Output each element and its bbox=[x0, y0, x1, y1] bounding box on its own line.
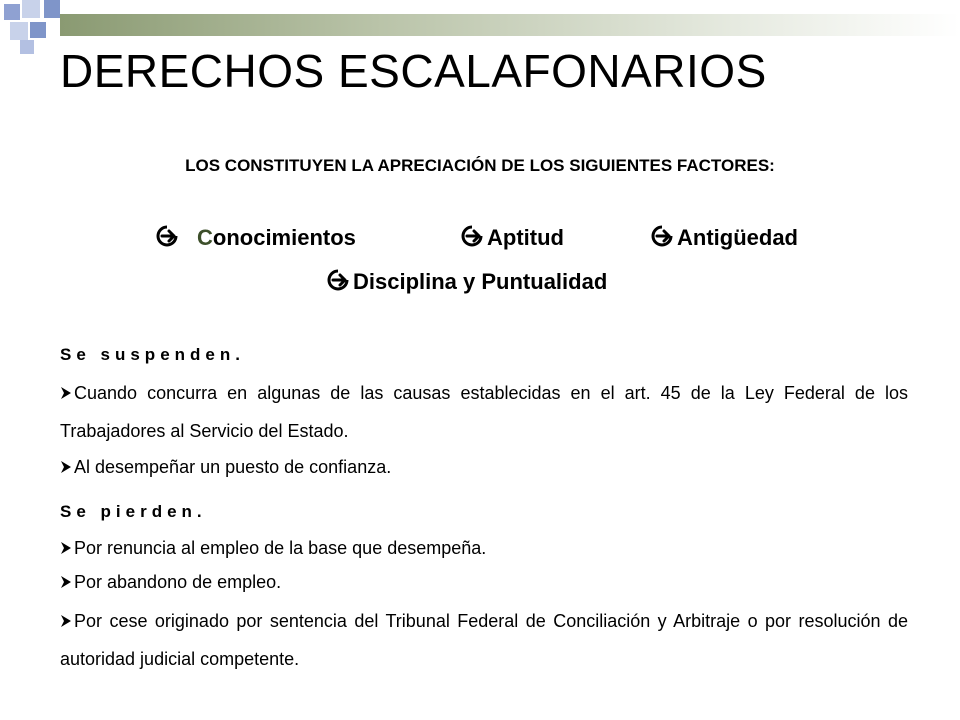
lose-item-text: Por renuncia al empleo de la base que desempeña. bbox=[74, 538, 487, 558]
arrowhead-icon bbox=[60, 460, 72, 474]
lose-item bbox=[60, 563, 908, 601]
factor-label: Aptitud bbox=[487, 225, 564, 250]
arrowhead-icon bbox=[60, 541, 72, 555]
arrowhead-icon bbox=[60, 575, 72, 589]
lose-item-text: Por abandono de empleo. bbox=[74, 572, 282, 592]
suspend-item bbox=[60, 448, 908, 486]
factor-label: Disciplina y Puntualidad bbox=[353, 269, 608, 294]
suspend-item-text: Al desempeñar un puesto de confianza. bbox=[74, 457, 392, 477]
factor-aptitud bbox=[460, 224, 564, 251]
suspend-item-text: Cuando concurra en algunas de las causas establecidas en el art. 45 de la Ley Federal de los Trabajadores al Servicio del Estado. bbox=[60, 383, 908, 441]
factor-label: onocimientos bbox=[212, 225, 356, 250]
decor-square-6 bbox=[20, 40, 34, 54]
circled-arrow-icon bbox=[650, 224, 674, 248]
lose-item-text: Por cese originado por sentencia del Tribunal Federal de Conciliación y Arbitraje o por resolución de autoridad judicial competente. bbox=[60, 611, 908, 669]
circled-arrow-icon bbox=[155, 224, 179, 248]
factor-antiguedad bbox=[650, 224, 798, 251]
decor-square-3 bbox=[44, 0, 60, 18]
decor-square-4 bbox=[10, 22, 28, 40]
circled-arrow-icon bbox=[326, 268, 350, 292]
factor-disciplina bbox=[326, 268, 607, 295]
lose-item bbox=[60, 602, 908, 678]
factor-initial: C bbox=[197, 225, 213, 250]
circled-arrow-icon bbox=[460, 224, 484, 248]
slide-subtitle: LOS CONSTITUYEN LA APRECIACIÓN DE LOS SIGUIENTES FACTORES: bbox=[185, 156, 775, 175]
arrowhead-icon bbox=[60, 614, 72, 628]
lose-label: Se pierden. bbox=[60, 502, 207, 521]
slide-title: DERECHOS ESCALAFONARIOS bbox=[60, 45, 767, 97]
decor-square-5 bbox=[30, 22, 46, 38]
header-gradient-bar bbox=[60, 14, 960, 36]
decor-square-1 bbox=[4, 4, 20, 20]
decor-square-2 bbox=[22, 0, 40, 18]
arrowhead-icon bbox=[60, 386, 72, 400]
factor-label: Antigüedad bbox=[677, 225, 798, 250]
suspend-label: Se suspenden. bbox=[60, 345, 245, 364]
suspend-item bbox=[60, 374, 908, 450]
factor-conocimientos bbox=[155, 224, 356, 251]
lose-item bbox=[60, 529, 908, 567]
